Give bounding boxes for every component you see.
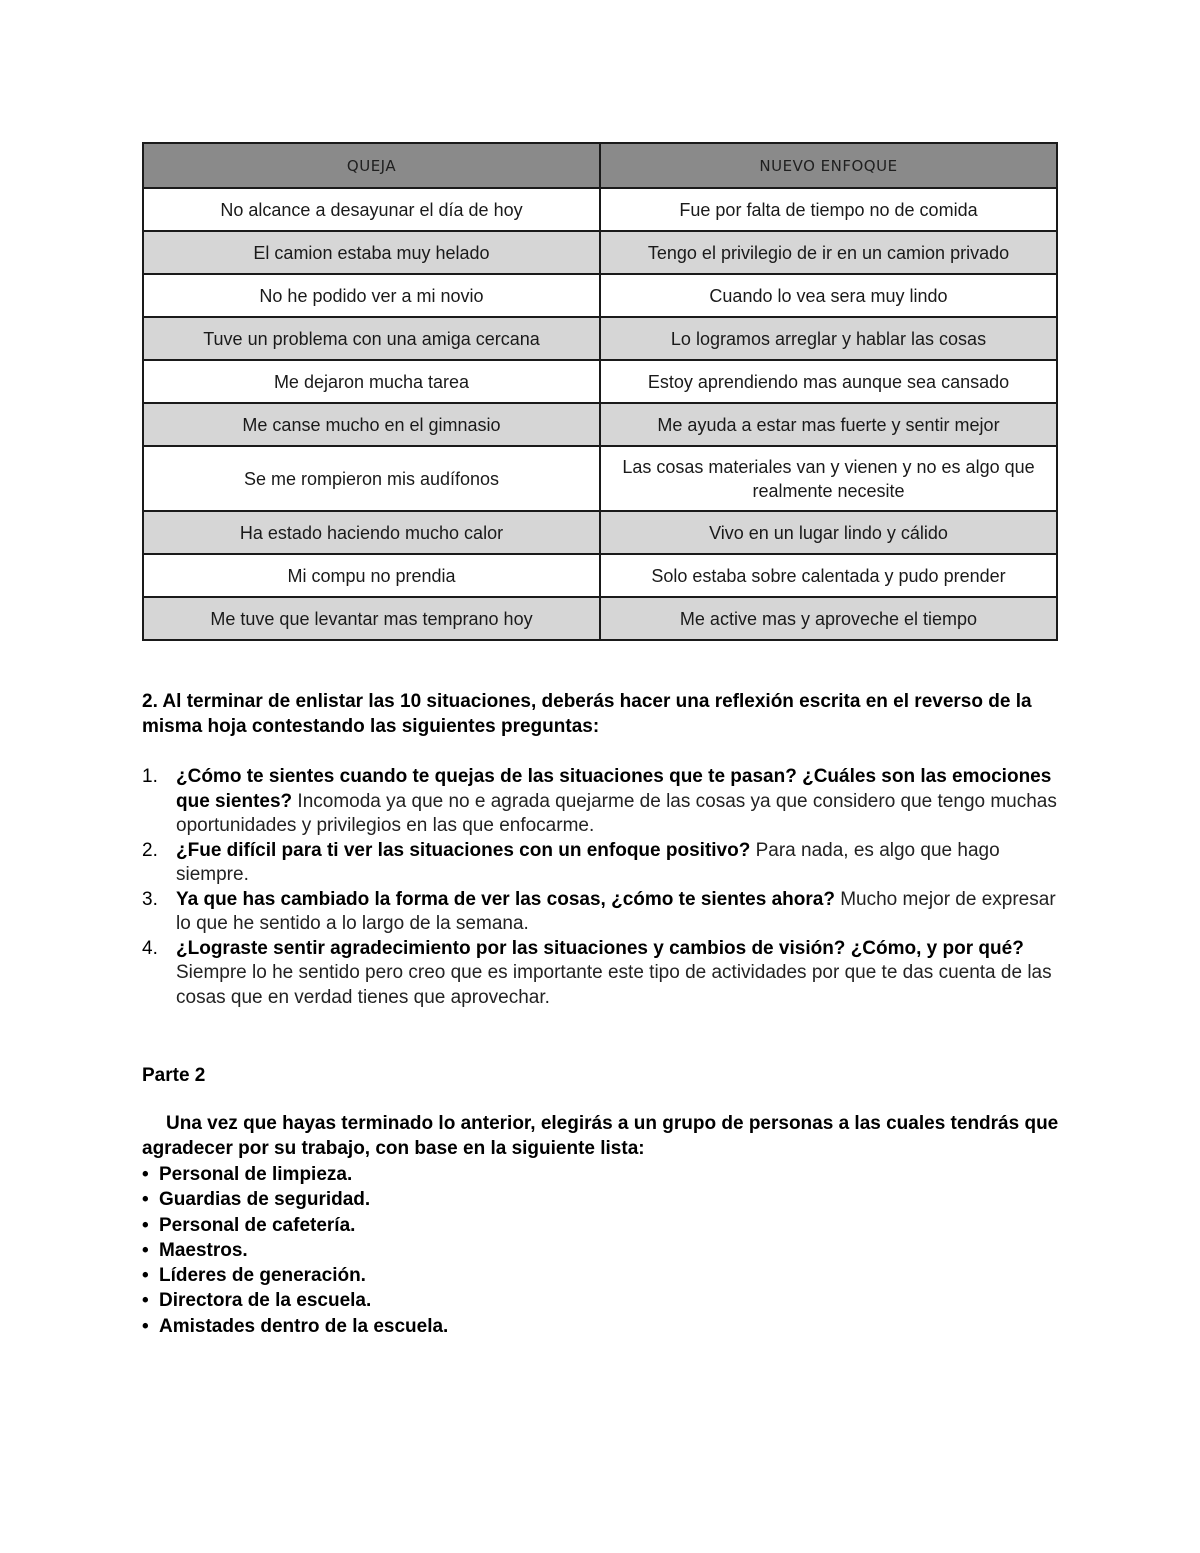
bullet-icon: •	[142, 1239, 149, 1261]
enfoque-cell: Vivo en un lugar lindo y cálido	[600, 511, 1057, 554]
answer-text: Para nada, es algo que hago siempre.	[176, 839, 1000, 885]
queja-cell: Ha estado haciendo mucho calor	[143, 511, 600, 554]
enfoque-cell: Estoy aprendiendo mas aunque sea cansado	[600, 360, 1057, 403]
list-item	[142, 1162, 1042, 1187]
queja-cell: Me dejaron mucha tarea	[143, 360, 600, 403]
list-item-label: Líderes de generación.	[159, 1265, 366, 1287]
queja-cell: No alcance a desayunar el día de hoy	[143, 188, 600, 231]
enfoque-cell: Fue por falta de tiempo no de comida	[600, 188, 1057, 231]
queja-cell: Se me rompieron mis audífonos	[143, 446, 600, 511]
gratitude-group-list	[142, 1162, 1042, 1339]
list-item	[142, 1213, 1042, 1238]
list-item	[142, 1288, 1042, 1313]
header-nuevo-enfoque: NUEVO ENFOQUE	[600, 143, 1057, 188]
table-row	[143, 597, 1057, 640]
item-number: 3.	[142, 888, 158, 910]
item-number: 2.	[142, 839, 158, 861]
list-item	[142, 839, 1062, 888]
queja-cell: No he podido ver a mi novio	[143, 274, 600, 317]
bullet-icon: •	[142, 1265, 149, 1287]
question-text: ¿Lograste sentir agradecimiento por las situaciones y cambios de visión? ¿Cómo, y por qué?	[176, 937, 1024, 959]
answer-text: Incomoda ya que no e agrada quejarme de las cosas ya que considero que tengo muchas oportunidades y privilegios en las que enfocarme.	[176, 790, 1057, 836]
complaints-table	[142, 142, 1058, 641]
header-queja: QUEJA	[143, 143, 600, 188]
list-item	[142, 937, 1062, 1011]
question-text: ¿Fue difícil para ti ver las situaciones con un enfoque positivo?	[176, 839, 751, 861]
enfoque-cell: Lo logramos arreglar y hablar las cosas	[600, 317, 1057, 360]
list-item	[142, 1187, 1042, 1212]
enfoque-cell: Las cosas materiales van y vienen y no es algo que realmente necesite	[600, 446, 1057, 511]
enfoque-cell: Me active mas y aproveche el tiempo	[600, 597, 1057, 640]
table-row	[143, 446, 1057, 511]
list-item-label: Personal de cafetería.	[159, 1214, 356, 1236]
queja-cell: El camion estaba muy helado	[143, 231, 600, 274]
enfoque-cell: Cuando lo vea sera muy lindo	[600, 274, 1057, 317]
enfoque-cell: Solo estaba sobre calentada y pudo prender	[600, 554, 1057, 597]
bullet-icon: •	[142, 1189, 149, 1211]
bullet-icon: •	[142, 1290, 149, 1312]
bullet-icon: •	[142, 1214, 149, 1236]
section-2-heading: 2. Al terminar de enlistar las 10 situaciones, deberás hacer una reflexión escrita en el reverso de la misma hoja contestando las siguientes preguntas:	[142, 691, 1032, 737]
list-item	[142, 1238, 1042, 1263]
reflection-questions-list	[142, 765, 1062, 1010]
item-number: 4.	[142, 937, 158, 959]
table-row	[143, 231, 1057, 274]
table-header-row	[143, 143, 1057, 188]
table-row	[143, 188, 1057, 231]
answer-text: Mucho mejor de expresar lo que he sentido a lo largo de la semana.	[176, 888, 1056, 934]
table-row	[143, 554, 1057, 597]
list-item	[142, 1314, 1042, 1339]
table-row	[143, 274, 1057, 317]
table-row	[143, 511, 1057, 554]
question-text: ¿Cómo te sientes cuando te quejas de las situaciones que te pasan? ¿Cuáles son las emociones que sientes?	[176, 766, 1052, 812]
list-item	[142, 1263, 1042, 1288]
table-row	[143, 403, 1057, 446]
enfoque-cell: Me ayuda a estar mas fuerte y sentir mejor	[600, 403, 1057, 446]
list-item-label: Guardias de seguridad.	[159, 1189, 371, 1211]
queja-cell: Me canse mucho en el gimnasio	[143, 403, 600, 446]
queja-cell: Tuve un problema con una amiga cercana	[143, 317, 600, 360]
enfoque-cell: Tengo el privilegio de ir en un camion privado	[600, 231, 1057, 274]
table-row	[143, 317, 1057, 360]
list-item-label: Directora de la escuela.	[159, 1290, 372, 1312]
answer-text: Siempre lo he sentido pero creo que es importante este tipo de actividades por que te das cuenta de las cosas que en verdad tienes que aprovechar.	[176, 962, 1052, 1008]
item-number: 1.	[142, 766, 158, 787]
parte-2-title: Parte 2	[142, 1065, 206, 1086]
queja-cell: Mi compu no prendia	[143, 554, 600, 597]
list-item	[142, 888, 1062, 937]
list-item-label: Amistades dentro de la escuela.	[159, 1315, 449, 1337]
table-row	[143, 360, 1057, 403]
bullet-icon: •	[142, 1315, 149, 1337]
list-item	[142, 765, 1062, 839]
queja-cell: Me tuve que levantar mas temprano hoy	[143, 597, 600, 640]
question-text: Ya que has cambiado la forma de ver las cosas, ¿cómo te sientes ahora?	[176, 888, 835, 910]
parte-2-intro: Una vez que hayas terminado lo anterior, elegirás a un grupo de personas a las cuales tendrás que agradecer por su trabajo, con base en la siguiente lista:	[142, 1113, 1059, 1159]
list-item-label: Maestros.	[159, 1239, 248, 1261]
bullet-icon: •	[142, 1164, 149, 1185]
list-item-label: Personal de limpieza.	[159, 1164, 353, 1185]
